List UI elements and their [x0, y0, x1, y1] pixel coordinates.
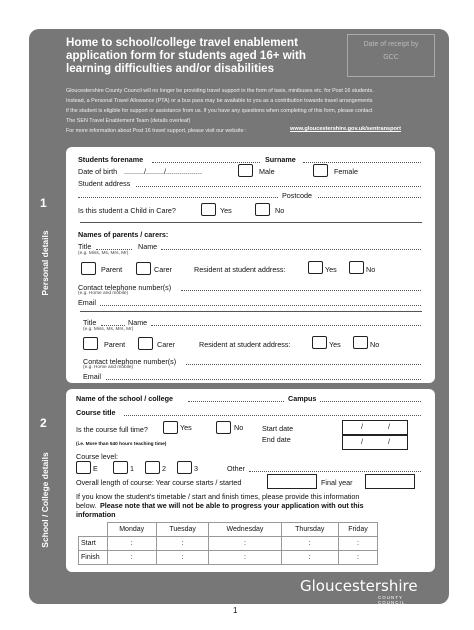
other-level-field[interactable]	[249, 471, 421, 472]
day-header: Friday	[339, 523, 378, 537]
divider	[80, 311, 422, 312]
page-number: 1	[233, 606, 238, 615]
school-details-panel	[66, 389, 435, 572]
no-label: No	[275, 206, 285, 215]
divider	[80, 222, 422, 223]
date-slash: /	[388, 437, 390, 446]
course-level-label: Course level:	[76, 452, 118, 461]
form-title	[66, 36, 346, 75]
day-header: Tuesday	[156, 523, 209, 537]
title-label: Title	[83, 318, 97, 327]
child-in-care-no-checkbox[interactable]	[255, 203, 270, 216]
surname-field[interactable]	[303, 162, 421, 163]
level-2-label: 2	[162, 464, 166, 473]
title-label: Title	[78, 242, 92, 251]
level-e-label: E	[93, 464, 98, 473]
parent2-email-field[interactable]	[106, 379, 421, 380]
date-slash: /	[361, 422, 363, 431]
day-header: Monday	[107, 523, 156, 537]
address-label: Student address	[78, 179, 131, 188]
dob-field[interactable]: ........../........./..................	[124, 167, 202, 176]
day-header: Wednesday	[209, 523, 281, 537]
date-slash: /	[388, 422, 390, 431]
day-header: Thursday	[281, 523, 339, 537]
email-label: Email	[83, 372, 101, 381]
parent-label: Parent	[101, 265, 123, 274]
fulltime-yes-checkbox[interactable]	[163, 421, 178, 434]
course-field[interactable]	[124, 415, 421, 416]
time-cell[interactable]: :	[107, 551, 156, 565]
timetable-below: below.	[76, 501, 97, 510]
fulltime-no-checkbox[interactable]	[216, 421, 231, 434]
time-cell[interactable]: :	[209, 537, 281, 551]
other-label: Other	[227, 464, 245, 473]
parent2-title-field[interactable]	[101, 325, 125, 326]
year-started-field[interactable]	[267, 474, 317, 489]
timetable	[78, 522, 378, 565]
timetable-header-row	[79, 523, 378, 537]
fulltime-label: Is the course full time?	[76, 425, 148, 434]
row-label: Finish	[79, 551, 108, 565]
corner-cell	[79, 523, 108, 537]
level-3-label: 3	[194, 464, 198, 473]
section-1-title: Personal details	[40, 230, 50, 296]
resident-label: Resident at student address:	[199, 340, 291, 349]
timetable-row	[79, 551, 378, 565]
parents-heading: Names of parents / carers:	[78, 230, 169, 239]
course-label: Course title	[76, 408, 116, 417]
yes-label: Yes	[325, 265, 337, 274]
time-cell[interactable]: :	[209, 551, 281, 565]
time-cell[interactable]: :	[281, 537, 339, 551]
timetable-note: Please note that we will not be able to progress your application with out this	[100, 501, 364, 510]
level-1-checkbox[interactable]	[113, 461, 128, 474]
parent2-resident-yes-checkbox[interactable]	[312, 336, 327, 349]
parent1-carer-checkbox[interactable]	[136, 262, 151, 275]
female-label: Female	[334, 167, 358, 176]
title-example: (e.g. Miss, Ms, Mrs, Mr)	[78, 251, 129, 256]
final-year-label: Final year	[321, 478, 353, 487]
yes-label: Yes	[329, 340, 341, 349]
receipt-org: GCC	[383, 54, 399, 61]
intro-line: The SEN Travel Enablement Team (details overleaf)	[66, 118, 191, 124]
timetable-note-end: information	[76, 510, 116, 519]
time-cell[interactable]: :	[339, 537, 378, 551]
level-2-checkbox[interactable]	[145, 461, 160, 474]
time-cell[interactable]: :	[107, 537, 156, 551]
logo-text: Gloucestershire	[300, 577, 418, 595]
parent1-title-field[interactable]	[96, 249, 132, 250]
surname-label: Surname	[265, 155, 296, 164]
fulltime-yes-label: Yes	[180, 423, 192, 432]
school-field[interactable]	[188, 401, 284, 402]
female-checkbox[interactable]	[313, 164, 328, 177]
row-label: Start	[79, 537, 108, 551]
section-2-title: School / College details	[40, 452, 50, 548]
resident-label: Resident at student address:	[194, 265, 286, 274]
parent1-parent-checkbox[interactable]	[81, 262, 96, 275]
timetable-text: If you know the student's timetable / start and finish times, please provide this information	[76, 492, 360, 501]
child-in-care-label: Is this student a Child in Care?	[78, 206, 176, 215]
level-1-label: 1	[130, 464, 134, 473]
parent1-name-field[interactable]	[161, 249, 421, 250]
council-text: COUNTY COUNCIL	[378, 595, 406, 605]
title-line-1: Home to school/college travel enablement	[66, 36, 298, 49]
overall-length-label: Overall length of course: Year course starts / started	[76, 478, 242, 487]
name-label: Name	[128, 318, 148, 327]
parent2-phone-field[interactable]	[186, 364, 421, 365]
carer-label: Carer	[154, 265, 172, 274]
no-label: No	[366, 265, 376, 274]
child-in-care-yes-checkbox[interactable]	[201, 203, 216, 216]
end-date-label: End date	[262, 435, 291, 444]
level-e-checkbox[interactable]	[76, 461, 91, 474]
end-date-field[interactable]	[342, 435, 408, 450]
parent2-resident-no-checkbox[interactable]	[353, 336, 368, 349]
start-date-label: Start date	[262, 424, 294, 433]
intro-line: if the student is eligible for support or assistance from us. If you have any questions when completing of this form, please contact	[66, 108, 373, 114]
time-cell[interactable]: :	[281, 551, 339, 565]
address-field-1[interactable]	[136, 186, 421, 187]
yes-label: Yes	[220, 206, 232, 215]
email-label: Email	[78, 298, 96, 307]
campus-field[interactable]	[320, 401, 421, 402]
final-year-field[interactable]	[365, 474, 415, 489]
parent2-parent-checkbox[interactable]	[83, 337, 98, 350]
date-slash: /	[361, 437, 363, 446]
parent2-name-field[interactable]	[151, 325, 421, 326]
parent1-phone-field[interactable]	[181, 290, 421, 291]
phone-example: (e.g. Home and mobile)	[78, 291, 129, 296]
forename-field[interactable]	[152, 162, 260, 163]
council-logo	[300, 577, 418, 605]
parent1-resident-yes-checkbox[interactable]	[308, 261, 323, 274]
time-cell[interactable]: :	[156, 537, 209, 551]
timetable-row	[79, 537, 378, 551]
intro-line: For more information about Post 16 travel support, please visit our website :	[66, 128, 247, 134]
forename-label: Students forename	[78, 155, 144, 164]
parent1-email-field[interactable]	[100, 305, 421, 306]
parent2-carer-checkbox[interactable]	[138, 337, 153, 350]
school-label: Name of the school / college	[76, 394, 174, 403]
dob-label: Date of birth	[78, 167, 118, 176]
website-link[interactable]: www.gloucestershire.gov.uk/sentransport	[290, 126, 401, 132]
name-label: Name	[138, 242, 158, 251]
title-line-3: learning difficulties and/or disabilities	[66, 62, 275, 75]
title-line-2: application form for students aged 16+ with	[66, 49, 306, 62]
time-cell[interactable]: :	[339, 551, 378, 565]
fulltime-note: (i.e. More than 540 hours teaching time)	[76, 442, 167, 447]
start-date-field[interactable]	[342, 420, 408, 435]
phone-label: Contact telephone number(s)	[83, 357, 177, 366]
phone-example: (e.g. Home and mobile)	[83, 365, 134, 370]
parent1-resident-no-checkbox[interactable]	[349, 261, 364, 274]
intro-line: Gloucestershire County Council will no longer be providing travel support in the form of taxis, minibuses etc. for Post 16 students.	[66, 88, 374, 94]
personal-details-panel	[66, 147, 435, 383]
section-1-number: 1	[40, 196, 47, 210]
postcode-field[interactable]	[318, 197, 421, 198]
time-cell[interactable]: :	[156, 551, 209, 565]
address-field-2[interactable]	[78, 197, 278, 198]
receipt-label: Date of receipt by	[363, 41, 419, 48]
male-label: Male	[259, 167, 275, 176]
parent-label: Parent	[104, 340, 126, 349]
title-example: (e.g. Miss, Ms, Mrs, Mr)	[83, 327, 134, 332]
male-checkbox[interactable]	[238, 164, 253, 177]
receipt-stamp-box	[347, 34, 435, 77]
section-2-number: 2	[40, 416, 47, 430]
phone-label: Contact telephone number(s)	[78, 283, 172, 292]
no-label: No	[370, 340, 380, 349]
fulltime-no-label: No	[234, 423, 244, 432]
carer-label: Carer	[157, 340, 175, 349]
level-3-checkbox[interactable]	[177, 461, 192, 474]
postcode-label: Postcode	[282, 191, 312, 200]
campus-label: Campus	[288, 394, 317, 403]
intro-line: Instead, a Personal Travel Allowance (PTA) or a bus pass may be available to you as a contribution towards travel arrangements	[66, 98, 373, 104]
